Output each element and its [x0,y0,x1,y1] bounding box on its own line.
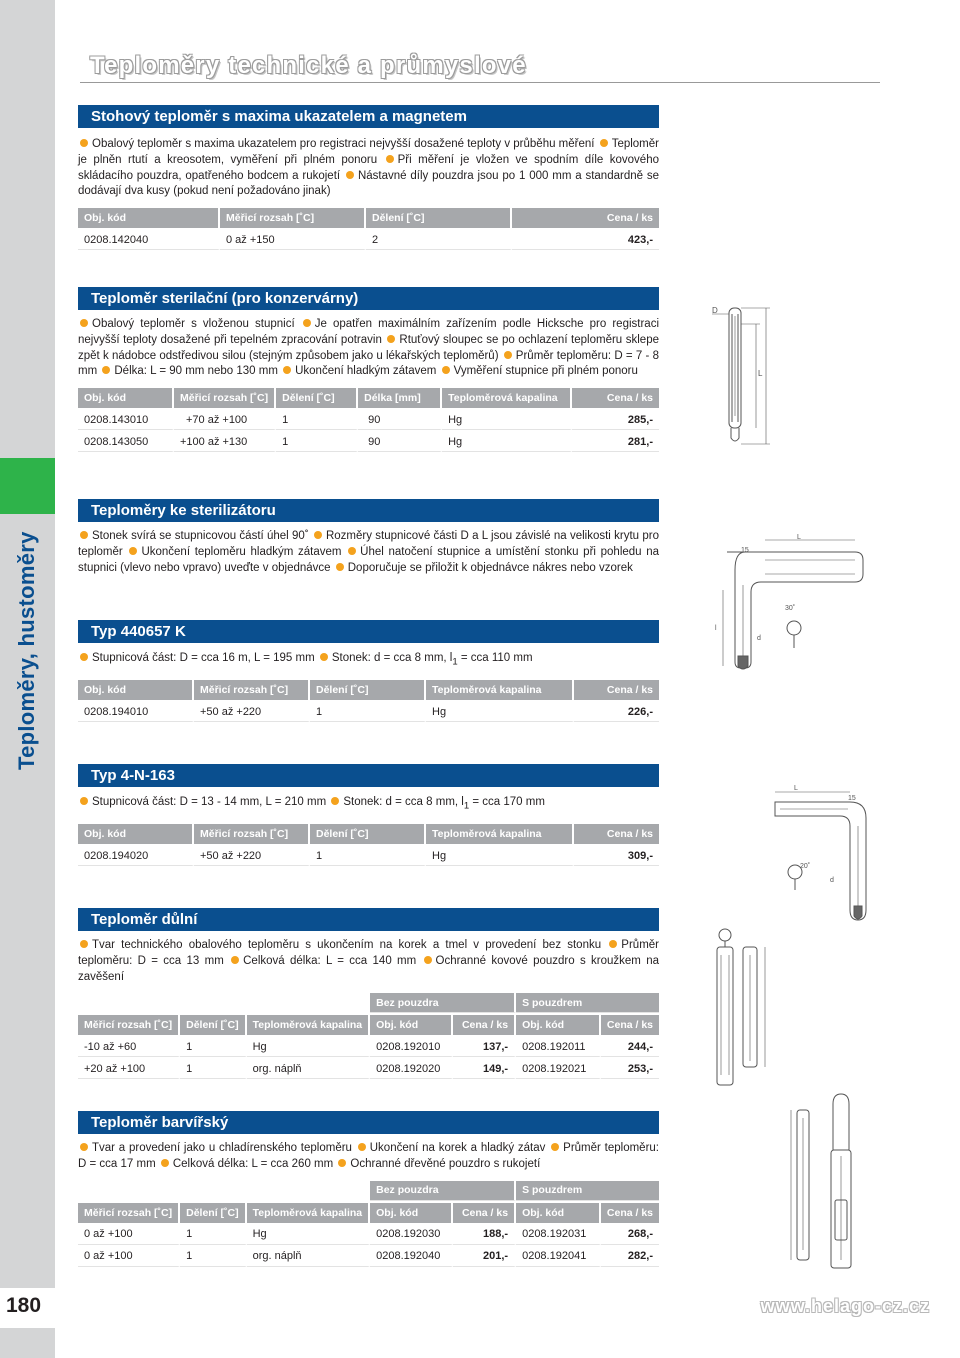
bullet-item: Celková délka: L = cca 140 mm [229,955,416,967]
page-title: Teploměry technické a průmyslové [90,52,527,79]
bullet-item: Ukončení na korek a hladký zátav [356,1142,546,1154]
section-title: Teploměr sterilační (pro konzervárny) [78,287,659,310]
bullet-dot-icon [102,366,110,374]
bullet-list [78,938,659,985]
bullet-item: Doporučuje se přiložit k objednávce nákres nebo vzorek [334,562,633,574]
liquid: org. náplň [247,1247,371,1267]
range: +20 až +100 [78,1059,180,1079]
price-table [78,991,659,1081]
division: 1 [310,702,426,722]
bullet-dot-icon [129,547,137,555]
bullet-dot-icon [303,319,311,327]
bullet-list [78,795,659,814]
range: +50 až +220 [194,702,310,722]
bullet-item: Nástavné díly pouzdra jsou po 1 000 mm a standardně se dodávají dva kusy (pokud není požadováno jinak) [78,169,659,198]
division: 1 [276,432,358,452]
group-header: Bez pouzdra [370,1181,516,1201]
price: 281,- [572,432,659,452]
bullet-dot-icon [80,940,88,948]
price: 268,- [601,1225,659,1245]
price: 188,- [453,1225,516,1245]
price: 201,- [453,1247,516,1267]
table-header-row [78,680,659,700]
col-header: Teploměrová kapalina [247,1015,371,1035]
col-header: Dělení [˚C] [366,208,512,228]
bullet-item: Ukončení teploměru hladkým zátavem [127,546,341,558]
drawing-label: d [830,877,834,884]
order-code: 0208.192030 [370,1225,453,1245]
bullet-dot-icon [231,956,239,964]
drawing-label: 30˚ [785,605,796,612]
bullet-item: Průměr teploměru: D = cca 17 mm [78,1142,659,1170]
price: 309,- [574,846,659,866]
liquid: Hg [247,1225,371,1245]
division: 1 [180,1059,247,1079]
order-code: 0208.192020 [370,1059,453,1079]
drawing-label: d [757,635,761,642]
order-code: 0208.142040 [78,230,220,250]
bullet-dot-icon [504,351,512,359]
section-title: Typ 440657 K [78,620,659,643]
bullet-dot-icon [386,155,394,163]
table-group-row [78,993,659,1013]
order-code: 0208.192011 [516,1037,601,1057]
col-header: Cena / ks [601,1015,659,1035]
section-title: Teploměr důlní [78,908,659,931]
bullet-dot-icon [600,139,608,147]
col-header: Obj. kód [516,1015,601,1035]
bullet-item: Délka: L = 90 mm nebo 130 mm [100,365,278,377]
table-row[interactable] [78,1059,659,1079]
section-stohovy [78,105,659,252]
bullet-dot-icon [80,139,88,147]
bullet-dot-icon [80,1143,88,1151]
liquid: org. náplň [247,1059,371,1079]
col-header: Měřicí rozsah [˚C] [78,1015,180,1035]
bullet-item: Stupnicová část: D = 13 - 14 mm, L = 210 mm [78,796,326,808]
bullet-dot-icon [161,1159,169,1167]
bullet-dot-icon [80,797,88,805]
order-code: 0208.194020 [78,846,194,866]
price: 285,- [572,410,659,430]
drawing-label: L [758,369,763,378]
bullet-item: Úhel natočení stupnice a umístění stonku při pohledu na stupnici (vlevo nebo vpravo) uveďte v objednávce [78,545,660,574]
angled-thermometer-drawing-1 [705,530,875,680]
col-header: Obj. kód [78,680,194,700]
col-header: Obj. kód [78,208,220,228]
col-header: Obj. kód [78,824,194,844]
division: 1 [310,846,426,866]
price-table [78,386,659,454]
side-tab-label: Teploměry, hustoměry [14,531,39,770]
drawing-label: D [712,306,718,315]
col-header: Cena / ks [574,680,659,700]
section-sterilizator [78,499,659,576]
col-header: Cena / ks [512,208,659,228]
bullet-dot-icon [609,940,617,948]
bullet-list [78,137,659,200]
division: 1 [276,410,358,430]
order-code: 0208.143010 [78,410,174,430]
col-header: Dělení [˚C] [180,1203,247,1223]
col-header: Teploměrová kapalina [426,680,574,700]
bullet-item: Rozměry stupnicové části D a L jsou závislé na velikosti krytu pro teploměr [78,530,659,558]
bullet-dot-icon [424,956,432,964]
section-title: Stohový teploměr s maxima ukazatelem a magnetem [78,105,659,128]
dyer-thermometer-drawing [785,1090,880,1275]
price-table [78,822,659,868]
col-header: Obj. kód [516,1203,601,1223]
price-table [78,206,659,252]
division: 1 [180,1037,247,1057]
col-header: Teploměrová kapalina [442,388,572,408]
col-header: Měřicí rozsah [˚C] [78,1203,180,1223]
drawing-label: L [794,785,798,792]
bullet-dot-icon [551,1143,559,1151]
bullet-dot-icon [346,171,354,179]
bullet-item: Průměr teploměru: D = cca 13 mm [78,939,659,967]
bullet-item: Celková délka: L = cca 260 mm [159,1158,333,1170]
order-code: 0208.192040 [370,1247,453,1267]
liquid: Hg [426,702,574,722]
col-header: Měřicí rozsah [˚C] [174,388,276,408]
col-header: Cena / ks [572,388,659,408]
order-code: 0208.143050 [78,432,174,452]
liquid: Hg [442,410,572,430]
bullet-item: Je opatřen maximálním zařízením podle Hicksche pro registraci nejvyšší teploty dosažené při tepelném zpracování potravin [78,318,659,346]
col-header: Obj. kód [370,1015,453,1035]
bullet-dot-icon [387,335,395,343]
angled-thermometer-drawing-2 [770,780,880,930]
bullet-item: Tvar a provedení jako u chladírenského teploměru [78,1142,352,1154]
bullet-list [78,1141,659,1173]
drawing-label: 20˚ [800,863,811,870]
col-header: Dělení [˚C] [276,388,358,408]
col-header: Měřicí rozsah [˚C] [220,208,366,228]
table-group-row [78,1181,659,1201]
mine-thermometer-drawing [695,925,785,1090]
bullet-item: Vyměření stupnice při plném ponoru [440,365,638,377]
table-row[interactable] [78,1247,659,1267]
bullet-item: Stonek svírá se stupnicovou částí úhel 90˚ [78,530,309,542]
bullet-item: Obalový teploměr s vloženou stupnicí [78,318,295,330]
table-row[interactable] [78,432,659,452]
division: 2 [366,230,512,250]
bullet-dot-icon [80,531,88,539]
bullet-dot-icon [331,797,339,805]
table-header-row [78,1015,659,1035]
section-barvirsky [78,1111,659,1269]
col-header: Teploměrová kapalina [247,1203,371,1223]
bullet-dot-icon [320,653,328,661]
bullet-dot-icon [314,531,322,539]
bullet-item: Tvar technického obalového teploměru s ukončením na korek a tmel v provedení bez stonku [78,939,601,951]
section-title: Teploměry ke sterilizátoru [78,499,659,522]
drawing-label: 15 [741,547,749,554]
drawing-label: L [797,534,801,541]
price: 226,- [574,702,659,722]
col-header: Cena / ks [574,824,659,844]
col-header: Dělení [˚C] [180,1015,247,1035]
bullet-dot-icon [80,653,88,661]
bullet-item: Stonek: d = cca 8 mm, $l_1$ = cca 170 mm [329,796,545,808]
group-header: S pouzdrem [516,993,659,1013]
range: 0 až +150 [220,230,366,250]
col-header: Dělení [˚C] [310,680,426,700]
bullet-item: Stonek: d = cca 8 mm, $l_1$ = cca 110 mm [318,652,533,664]
section-typ-4n163 [78,764,659,868]
order-code: 0208.192031 [516,1225,601,1245]
order-code: 0208.192021 [516,1059,601,1079]
bullet-list [78,651,659,670]
price: 137,- [453,1037,516,1057]
col-header: Měřicí rozsah [˚C] [194,680,310,700]
bullet-dot-icon [442,366,450,374]
col-header: Obj. kód [78,388,174,408]
price: 244,- [601,1037,659,1057]
liquid: Hg [442,432,572,452]
title-divider [80,82,880,83]
division: 1 [180,1225,247,1245]
bullet-dot-icon [338,1159,346,1167]
liquid: Hg [247,1037,371,1057]
table-row[interactable] [78,846,659,866]
price-table [78,1179,659,1269]
col-header: Obj. kód [370,1203,453,1223]
table-header-row [78,388,659,408]
bullet-dot-icon [336,563,344,571]
price-table [78,678,659,724]
range: +100 až +130 [174,432,276,452]
range: +70 až +100 [174,410,276,430]
table-row[interactable] [78,230,659,250]
order-code: 0208.192010 [370,1037,453,1057]
section-title: Typ 4-N-163 [78,764,659,787]
drawing-label: 15 [848,795,856,802]
price: 149,- [453,1059,516,1079]
table-row[interactable] [78,410,659,430]
bullet-dot-icon [80,319,88,327]
bullet-item: Obalový teploměr s maxima ukazatelem pro registraci nejvyšší dosažené teploty v průběhu měření [78,138,594,150]
table-header-row [78,1203,659,1223]
drawing-label: l [715,625,717,632]
section-typ-440657k [78,620,659,724]
bullet-list [78,529,659,576]
bullet-item: Ochranné kovové pouzdro s kroužkem na zavěšení [78,954,659,983]
order-code: 0208.194010 [78,702,194,722]
section-dulni [78,908,659,1081]
table-row[interactable] [78,702,659,722]
range: 0 až +100 [78,1247,180,1267]
table-row[interactable] [78,1225,659,1245]
col-header: Dělení [˚C] [310,824,426,844]
bullet-item: Rtuťový sloupec se po ochlazení teploměru sklepe zpět k nádobce odstředivou silou (stejným způsobem jako u lékařských teploměrů) [78,333,659,362]
table-header-row [78,208,659,228]
website-link[interactable]: www.helago-cz.cz [760,1296,930,1316]
range: -10 až +60 [78,1037,180,1057]
bullet-list [78,317,659,380]
group-header: S pouzdrem [516,1181,659,1201]
length: 90 [358,410,442,430]
table-header-row [78,824,659,844]
col-header: Cena / ks [453,1015,516,1035]
price: 253,- [601,1059,659,1079]
liquid: Hg [426,846,574,866]
section-title: Teploměr barvířský [78,1111,659,1134]
bullet-item: Stupnicová část: D = cca 16 m, L = 195 mm [78,652,315,664]
bullet-dot-icon [348,547,356,555]
length: 90 [358,432,442,452]
bullet-dot-icon [358,1143,366,1151]
bullet-dot-icon [283,366,291,374]
price: 282,- [601,1247,659,1267]
section-sterilacni [78,287,659,454]
group-header: Bez pouzdra [370,993,516,1013]
col-header: Délka [mm] [358,388,442,408]
sterilization-thermometer-drawing [700,296,790,456]
order-code: 0208.192041 [516,1247,601,1267]
col-header: Teploměrová kapalina [426,824,574,844]
bullet-item: Ochranné dřevěné pouzdro s rukojetí [336,1158,540,1170]
bullet-item: Ukončení hladkým zátavem [281,365,436,377]
range: 0 až +100 [78,1225,180,1245]
bullet-item: Teploměr je plněn rtutí a kreosotem, vyměření při plném ponoru [78,138,659,166]
page-number: 180 [6,1294,42,1317]
col-header: Cena / ks [453,1203,516,1223]
range: +50 až +220 [194,846,310,866]
division: 1 [180,1247,247,1267]
side-tab-marker [0,458,55,514]
bullet-item: Při měření je vložen ve spodním díle kovového skládacího pouzdra, opatřeného bodcem a rukojetí [78,153,659,182]
price: 423,- [512,230,659,250]
col-header: Měřicí rozsah [˚C] [194,824,310,844]
col-header: Cena / ks [601,1203,659,1223]
table-row[interactable] [78,1037,659,1057]
bullet-item: Průměr teploměru: D = 7 - 8 mm [78,349,659,378]
